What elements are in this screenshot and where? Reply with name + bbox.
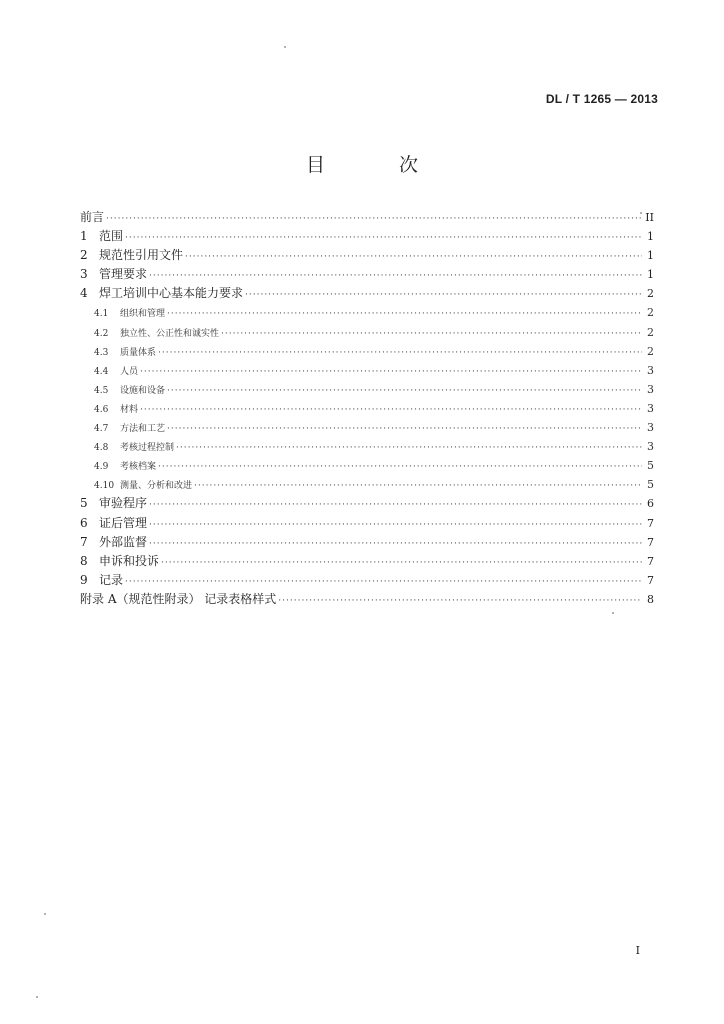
toc-entry-page: 7 xyxy=(647,573,654,587)
toc-entry-number: 4.6 xyxy=(94,404,109,415)
dot-leader xyxy=(149,496,642,515)
toc-entry-title: 材料 xyxy=(120,404,139,415)
toc-entry-4-10[interactable] xyxy=(80,475,654,494)
toc-entry-number: 4.2 xyxy=(94,328,109,339)
toc-entry-page: 7 xyxy=(647,554,654,568)
toc-entry-number: 2 xyxy=(80,248,88,263)
toc-entry-2[interactable] xyxy=(80,246,654,265)
toc-entry-number: 4.8 xyxy=(94,443,109,454)
toc-entry-5[interactable] xyxy=(80,494,654,513)
toc-entry-4-7[interactable] xyxy=(80,418,654,437)
toc-entry-title: 外部监督 xyxy=(99,534,148,549)
toc-entry-page: 2 xyxy=(647,287,654,301)
toc-entry-number: 7 xyxy=(80,534,88,549)
toc-entry-page: 3 xyxy=(647,401,654,415)
scan-speck xyxy=(36,996,38,998)
toc-entry-page: 1 xyxy=(647,249,654,263)
dot-leader xyxy=(221,325,642,344)
toc-entry-title: 焊工培训中心基本能力要求 xyxy=(99,286,244,301)
scan-speck xyxy=(640,212,642,214)
toc-entry-3[interactable] xyxy=(80,265,654,284)
toc-entry-title: 方法和工艺 xyxy=(120,424,166,435)
toc-entry-number: 8 xyxy=(80,553,88,568)
toc-entry-title: 范围 xyxy=(99,229,124,244)
dot-leader xyxy=(278,592,642,611)
dot-leader xyxy=(149,535,642,554)
toc-entry-number: 4.4 xyxy=(94,366,109,377)
toc-entry-4-4[interactable] xyxy=(80,361,654,380)
toc-entry-page: 3 xyxy=(647,382,654,396)
toc-entry-number: 4.3 xyxy=(94,347,109,358)
toc-entry-title: 独立性、公正性和诚实性 xyxy=(120,328,220,339)
page-number: I xyxy=(635,944,640,957)
toc-entry-title: 附录 A（规范性附录） 记录表格样式 xyxy=(80,591,277,606)
toc-entry-title: 规范性引用文件 xyxy=(99,248,184,263)
dot-leader xyxy=(158,344,642,363)
toc-entry-number: 4.10 xyxy=(94,481,115,492)
dot-leader xyxy=(161,554,642,573)
dot-leader xyxy=(167,382,642,401)
toc-entry-title: 测量、分析和改进 xyxy=(120,481,193,492)
toc-entry-title: 人员 xyxy=(120,366,139,377)
toc-entry-page: 6 xyxy=(647,497,654,511)
toc-entry-4-6[interactable] xyxy=(80,399,654,418)
toc-entry-number: 5 xyxy=(80,496,88,511)
toc-entry-title: 申诉和投诉 xyxy=(99,553,160,568)
dot-leader xyxy=(176,439,642,458)
dot-leader xyxy=(140,401,642,420)
toc-entry-page: 7 xyxy=(647,535,654,549)
toc-entry-page: 5 xyxy=(647,459,654,473)
toc-entry-foreword[interactable] xyxy=(80,208,654,227)
toc-entry-page: 2 xyxy=(647,344,654,358)
toc-entry-4-5[interactable] xyxy=(80,380,654,399)
toc-entry-title: 证后管理 xyxy=(99,515,148,530)
toc-entry-number: 4.9 xyxy=(94,462,109,473)
toc-entry-8[interactable] xyxy=(80,552,654,571)
dot-leader xyxy=(158,458,642,477)
toc-entry-page: 7 xyxy=(647,516,654,530)
toc-entry-number: 4 xyxy=(80,286,88,301)
toc-entry-page: 1 xyxy=(647,268,654,282)
toc-entry-page: II xyxy=(645,211,654,224)
toc-entry-title: 前言 xyxy=(80,210,105,224)
toc-entry-page: 5 xyxy=(647,478,654,492)
toc-entry-page: 2 xyxy=(647,306,654,320)
dot-leader xyxy=(167,305,642,324)
toc-title: 目 次 xyxy=(305,154,453,176)
toc-entry-page: 8 xyxy=(647,592,654,606)
toc-entry-9[interactable] xyxy=(80,571,654,590)
toc-entry-4-2[interactable] xyxy=(80,323,654,342)
toc-entry-number: 4.5 xyxy=(94,385,109,396)
toc-entry-page: 1 xyxy=(647,230,654,244)
dot-leader xyxy=(194,477,642,496)
toc-entry-number: 3 xyxy=(80,267,88,282)
toc-entry-page: 3 xyxy=(647,440,654,454)
toc-entry-title: 考核过程控制 xyxy=(120,443,175,454)
toc-entry-4-9[interactable] xyxy=(80,456,654,475)
toc-entry-page: 2 xyxy=(647,325,654,339)
toc-entry-appendix-a[interactable] xyxy=(80,590,654,609)
scan-speck xyxy=(284,46,286,48)
dot-leader xyxy=(245,286,642,305)
dot-leader xyxy=(149,516,642,535)
toc-entry-number: 1 xyxy=(80,229,88,244)
scan-speck xyxy=(44,913,46,915)
scan-speck xyxy=(612,612,614,614)
toc-entry-title: 管理要求 xyxy=(99,267,148,282)
dot-leader xyxy=(140,363,642,382)
standard-code: DL / T 1265 — 2013 xyxy=(545,92,658,106)
toc-entry-number: 6 xyxy=(80,515,88,530)
toc-entry-4-3[interactable] xyxy=(80,342,654,361)
toc-entry-title: 审验程序 xyxy=(99,496,148,511)
toc-entry-4-8[interactable] xyxy=(80,437,654,456)
dot-leader xyxy=(125,229,642,248)
toc-entry-page: 3 xyxy=(647,421,654,435)
toc-entry-title: 记录 xyxy=(99,572,124,587)
toc-entry-7[interactable] xyxy=(80,533,654,552)
toc-entry-title: 组织和管理 xyxy=(120,309,166,320)
toc-entry-1[interactable] xyxy=(80,227,654,246)
toc-entry-number: 9 xyxy=(80,572,88,587)
toc-entry-4-1[interactable] xyxy=(80,303,654,322)
dot-leader xyxy=(185,248,642,267)
toc-entry-number: 4.1 xyxy=(94,309,109,320)
toc-entry-title: 考核档案 xyxy=(120,462,157,473)
toc-entry-number: 4.7 xyxy=(94,424,109,435)
toc-entry-title: 设施和设备 xyxy=(120,385,166,396)
toc-entry-page: 3 xyxy=(647,363,654,377)
toc-entry-4[interactable] xyxy=(80,284,654,303)
table-of-contents xyxy=(80,208,654,609)
toc-entry-6[interactable] xyxy=(80,514,654,533)
dot-leader xyxy=(106,210,642,229)
toc-entry-title: 质量体系 xyxy=(120,347,157,358)
dot-leader xyxy=(167,420,642,439)
